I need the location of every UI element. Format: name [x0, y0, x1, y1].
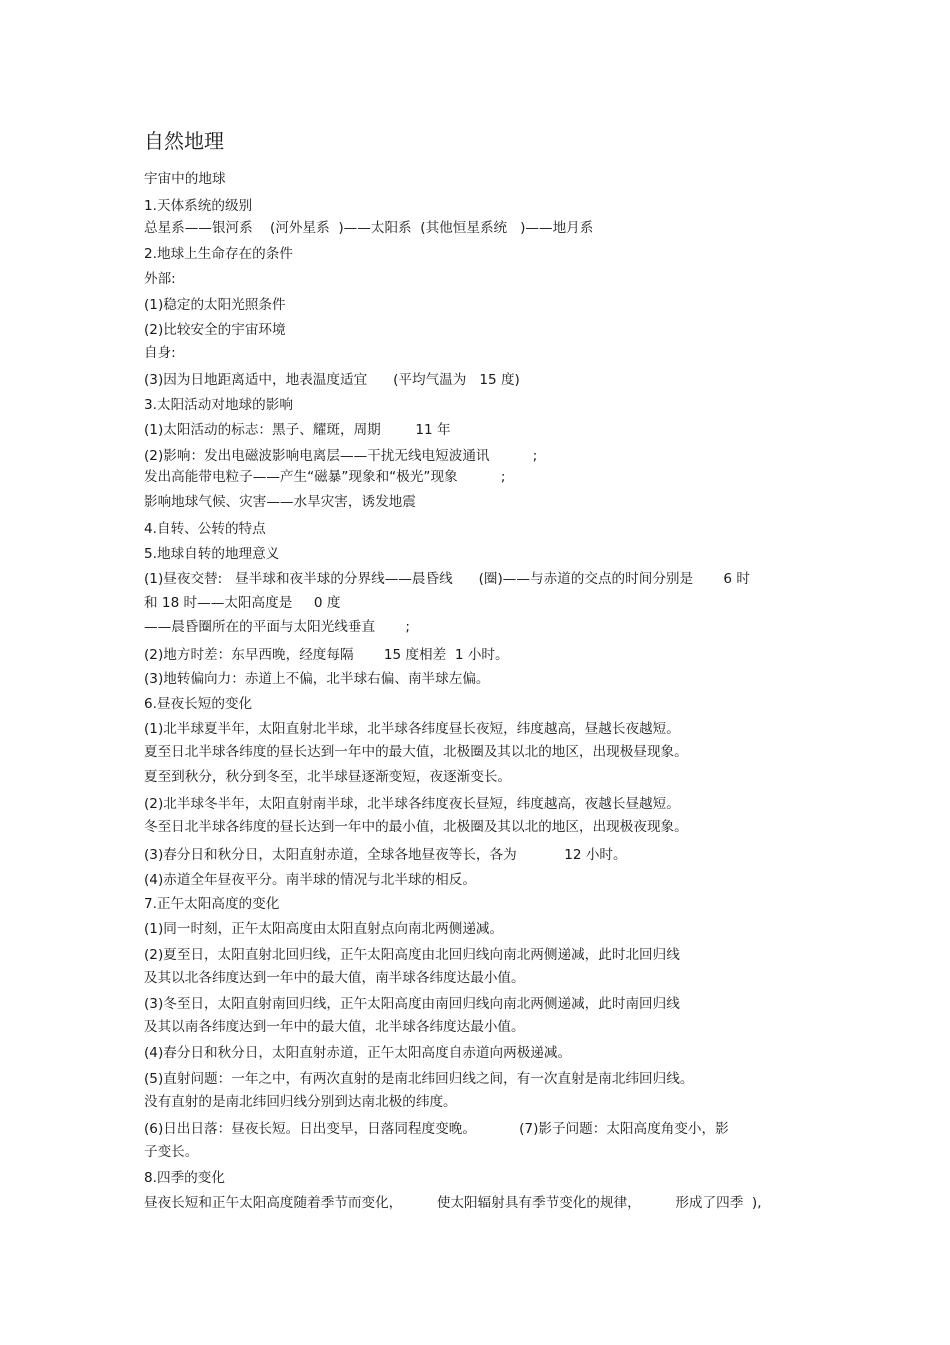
- text-line: 及其以南各纬度达到一年中的最大值，北半球各纬度达最小值。: [144, 1019, 525, 1035]
- text-line: 及其以北各纬度达到一年中的最大值，南半球各纬度达最小值。: [144, 970, 525, 986]
- text-line: ——晨昏圈所在的平面与太阳光线垂直 ;: [144, 619, 410, 635]
- section-heading: 宇宙中的地球: [144, 171, 226, 187]
- subsection-heading: 8.四季的变化: [144, 1170, 225, 1186]
- text-line: (1)太阳活动的标志：黑子、耀斑，周期 11 年: [144, 422, 451, 438]
- text-line: (3)因为日地距离适中，地表温度适宜 (平均气温为 15 度): [144, 372, 520, 388]
- subsection-heading: 6.昼夜长短的变化: [144, 696, 253, 712]
- text-line: (2)地方时差：东早西晚，经度每隔 15 度相差 1 小时。: [144, 647, 509, 663]
- subsection-heading: 5.地球自转的地理意义: [144, 546, 280, 562]
- text-line: (1)昼夜交替: 昼半球和夜半球的分界线——晨昏线 (圈)——与赤道的交点的时间分别是 6 时: [144, 571, 750, 587]
- text-line: 冬至日北半球各纬度的昼长达到一年中的最小值，北极圈及其以北的地区，出现极夜现象。: [144, 819, 688, 835]
- text-line: 和 18 时——太阳高度是 0 度: [144, 595, 341, 611]
- text-line: (5)直射问题：一年之中，有两次直射的是南北纬回归线之间，有一次直射是南北纬回归线。: [144, 1071, 694, 1087]
- text-line: (2)夏至日，太阳直射北回归线，正午太阳高度由北回归线向南北两侧递减，此时北回归线: [144, 947, 680, 963]
- text-line: 发出高能带电粒子——产生“磁暴”现象和“极光”现象 ;: [144, 469, 506, 485]
- text-line: (1)稳定的太阳光照条件: [144, 297, 286, 313]
- subsection-heading: 3.太阳活动对地球的影响: [144, 397, 293, 413]
- text-line: 子变长。: [144, 1144, 199, 1160]
- text-line: (2)北半球冬半年，太阳直射南半球，北半球各纬度夜长昼短，纬度越高，夜越长昼越短。: [144, 796, 680, 812]
- text-line: 夏至到秋分，秋分到冬至，北半球昼逐渐变短，夜逐渐变长。: [144, 769, 512, 785]
- text-line: 总星系——银河系 (河外星系 )——太阳系 (其他恒星系统 )——地月系: [144, 220, 594, 236]
- text-line: (2)影响：发出电磁波影响电离层——干扰无线电短波通讯 ;: [144, 448, 538, 464]
- text-line: (2)比较安全的宇宙环境: [144, 322, 286, 338]
- text-line: (3)地转偏向力：赤道上不偏，北半球右偏、南半球左偏。: [144, 671, 490, 687]
- text-line: (1)同一时刻，正午太阳高度由太阳直射点向南北两侧递减。: [144, 921, 504, 937]
- subsection-heading: 2.地球上生命存在的条件: [144, 246, 293, 262]
- text-line: (3)春分日和秋分日，太阳直射赤道，全球各地昼夜等长，各为 12 小时。: [144, 847, 627, 863]
- subsection-heading: 4.自转、公转的特点: [144, 521, 266, 537]
- text-line: 没有直射的是南北纬回归线分别到达南北极的纬度。: [144, 1094, 457, 1110]
- text-line: 夏至日北半球各纬度的昼长达到一年中的最大值，北极圈及其以北的地区，出现极昼现象。: [144, 744, 688, 760]
- text-line: 昼夜长短和正午太阳高度随着季节而变化， 使太阳辐射具有季节变化的规律， 形成了四季 ),: [144, 1195, 762, 1211]
- text-line: (4)春分日和秋分日，太阳直射赤道，正午太阳高度自赤道向两极递减。: [144, 1045, 572, 1061]
- subsection-heading: 1.天体系统的级别: [144, 198, 253, 214]
- text-line: 外部:: [144, 271, 176, 287]
- page-title: 自然地理: [144, 129, 224, 153]
- text-line: 影响地球气候、灾害——水旱灾害，诱发地震: [144, 494, 416, 510]
- text-line: (3)冬至日，太阳直射南回归线，正午太阳高度由南回归线向南北两侧递减，此时南回归线: [144, 996, 680, 1012]
- text-line: (1)北半球夏半年，太阳直射北半球，北半球各纬度昼长夜短，纬度越高，昼越长夜越短。: [144, 721, 680, 737]
- text-line: 自身:: [144, 345, 176, 361]
- subsection-heading: 7.正午太阳高度的变化: [144, 896, 280, 912]
- text-line: (6)日出日落：昼夜长短。日出变早，日落同程度变晚。 (7)影子问题：太阳高度角变小，影: [144, 1121, 729, 1137]
- text-line: (4)赤道全年昼夜平分。南半球的情况与北半球的相反。: [144, 872, 476, 888]
